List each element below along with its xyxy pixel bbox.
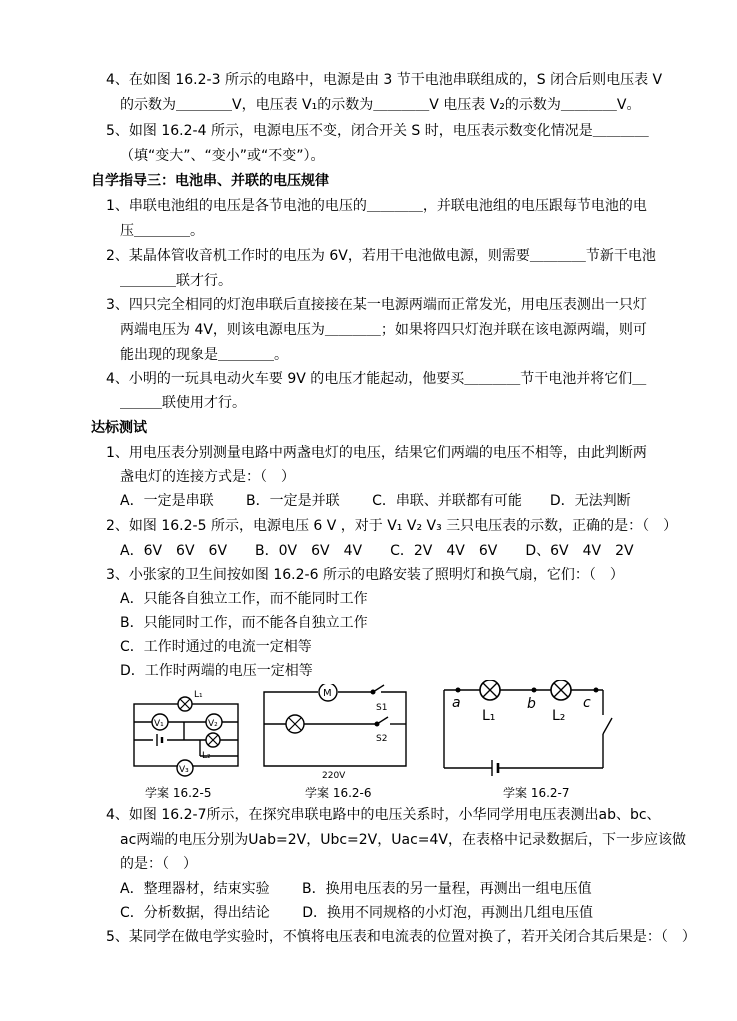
question-line: 能出现的现象是＿＿＿＿。 — [120, 347, 288, 363]
circuit-figure-16-2-5 — [128, 688, 244, 783]
lamp2-label: L₂ — [552, 708, 566, 724]
switch-s2-icon — [375, 717, 388, 726]
lamp-icon — [286, 715, 304, 733]
question-line: 4、小明的一玩具电动火车要 9V 的电压才能起动，他要买＿＿＿＿节干电池并将它们＿ — [106, 371, 647, 387]
lamp-icon — [178, 697, 192, 711]
terminal-a-label: a — [452, 695, 461, 711]
question-line: 3、小张家的卫生间按如图 16.2-6 所示的电路安装了照明灯和换气扇，它们：（ ） — [106, 567, 624, 583]
terminal-a-dot — [456, 688, 461, 693]
figure-caption-16-2-7: 学案 16.2-7 — [503, 786, 570, 800]
question-line: ＿＿＿联使用才行。 — [120, 395, 246, 411]
terminal-b-label: b — [527, 696, 536, 712]
question-line: 4、在如图 16.2-3 所示的电路中，电源是由 3 节干电池串联组成的，S 闭合后则电压表 V — [106, 72, 663, 88]
switch-s2-label: S2 — [376, 734, 388, 744]
question-line: ac两端的电压分别为Uab=2V，Ubc=2V，Uac=4V，在表格中记录数据后，下一步应该做 — [120, 832, 686, 848]
question-line: 1、串联电池组的电压是各节电池的电压的＿＿＿＿，并联电池组的电压跟每节电池的电 — [106, 198, 647, 214]
question-line: B．只能同时工作，而不能各自独立工作 — [120, 615, 368, 631]
motor-label: M — [323, 688, 332, 699]
question-line: A．6V 6V 6V B．0V 6V 4V C．2V 4V 6V D、6V 4V 2V — [120, 543, 634, 559]
section-heading: 自学指导三：电池串、并联的电压规律 — [91, 173, 329, 189]
question-line: 2、某晶体管收音机工作时的电压为 6V，若用干电池做电源，则需要＿＿＿＿节新干电池 — [106, 248, 656, 264]
question-line: D．工作时两端的电压一定相等 — [120, 663, 313, 679]
lamp1-label: L₁ — [194, 690, 203, 700]
question-line: （填“变大”、“变小”或“不变”）。 — [120, 148, 325, 164]
terminal-b-dot — [532, 688, 537, 693]
question-line: 的是：（ ） — [120, 856, 197, 872]
question-line: 5、如图 16.2-4 所示，电源电压不变，闭合开关 S 时，电压表示数变化情况是＿＿＿＿ — [106, 123, 649, 139]
question-line: 两端电压为 4V，则该电源电压为＿＿＿＿；如果将四只灯泡并联在该电源两端，则可 — [120, 322, 647, 338]
lamp-icon — [551, 680, 571, 700]
figure-caption-16-2-6: 学案 16.2-6 — [305, 786, 372, 800]
question-line: C．工作时通过的电流一定相等 — [120, 639, 312, 655]
circuit-figure-16-2-7 — [438, 680, 618, 786]
question-line: C．分析数据，得出结论 D．换用不同规格的小灯泡，再测出几组电压值 — [120, 905, 594, 921]
question-line: 3、四只完全相同的灯泡串联后直接接在某一电源两端而正常发光，用电压表测出一只灯 — [106, 297, 647, 313]
question-line: 2、如图 16.2-5 所示，电源电压 6 V ，对于 V₁ V₂ V₃ 三只电压表的示数，正确的是：（ ） — [106, 518, 678, 534]
lamp-icon — [206, 733, 220, 747]
question-line: A．整理器材，结束实验 B．换用电压表的另一量程，再测出一组电压值 — [120, 881, 592, 897]
terminal-c-dot — [594, 688, 599, 693]
figure-caption-16-2-5: 学案 16.2-5 — [145, 786, 212, 800]
voltmeter-v3-label: V₃ — [179, 765, 189, 775]
lamp-icon — [480, 680, 500, 700]
question-line: ＿＿＿＿联才行。 — [120, 273, 232, 289]
circuit-figure-16-2-6 — [258, 684, 418, 782]
battery-icon — [153, 734, 167, 746]
switch-s1-label: S1 — [376, 703, 388, 713]
question-line: 压＿＿＿＿。 — [120, 223, 204, 239]
lamp1-label: L₁ — [482, 708, 496, 724]
question-line: 盏电灯的连接方式是：（ ） — [120, 469, 295, 485]
voltmeter-v2-label: V₂ — [208, 719, 218, 729]
question-line: 4、如图 16.2-7所示，在探究串联电路中的电压关系时，小华同学用电压表测出ab、bc、 — [106, 807, 661, 823]
question-line: 5、某同学在做电学实验时，不慎将电压表和电流表的位置对换了，若开关闭合其后果是：（ ） — [106, 929, 696, 945]
battery-icon — [492, 760, 498, 776]
question-line: 的示数为＿＿＿＿V，电压表 V₁的示数为＿＿＿＿V 电压表 V₂的示数为＿＿＿＿V。 — [120, 97, 641, 113]
terminal-c-label: c — [583, 695, 591, 711]
section-heading: 达标测试 — [91, 420, 147, 436]
question-line: A．一定是串联 B．一定是并联 C．串联、并联都有可能 D．无法判断 — [120, 493, 631, 509]
question-line: A．只能各自独立工作，而不能同时工作 — [120, 591, 368, 607]
voltmeter-v1-label: V₁ — [154, 719, 164, 729]
lamp2-label: L₂ — [202, 751, 211, 761]
switch-icon — [603, 718, 612, 734]
question-line: 1、用电压表分别测量电路中两盏电灯的电压，结果它们两端的电压不相等，由此判断两 — [106, 445, 647, 461]
supply-voltage-label: 220V — [322, 771, 346, 781]
